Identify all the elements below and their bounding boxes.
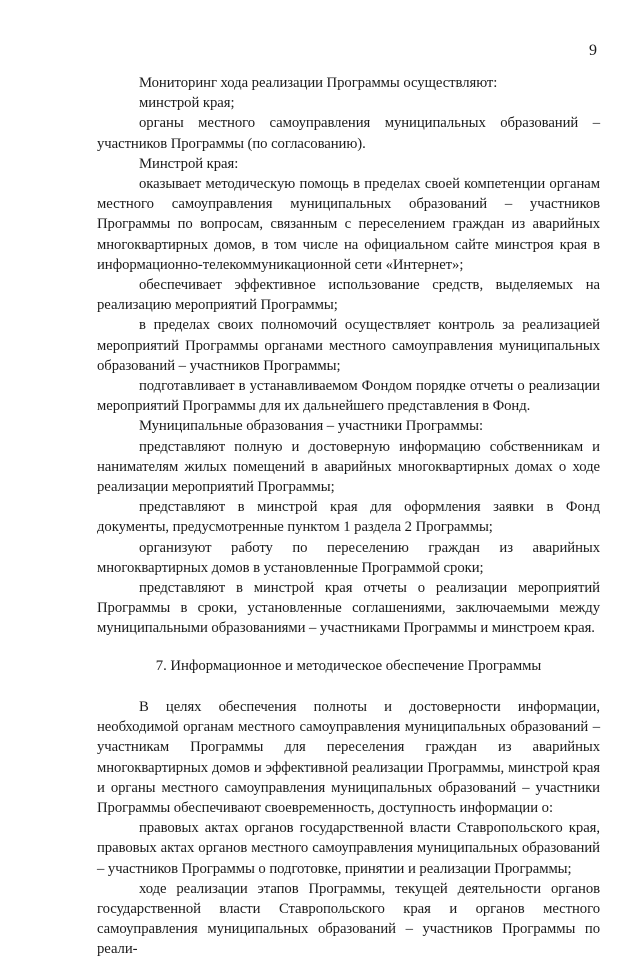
paragraph: в пределах своих полномочий осуществляет контроль за реализацией мероприятий Программы органами местного самоуправления муниципальных образований – участников Программы;	[97, 317, 600, 374]
paragraph: В целях обеспечения полноты и достоверности информации, необходимой органам местного самоуправления муниципальных образований – участникам Программы для переселения граждан из аварийных многоквартирных домов и эффективной реализации Программы, минстрой края и органы местного самоуправления муниципальных образований – участники Программы обеспечивают своевременность, доступность информации о:	[97, 698, 600, 816]
paragraph: органы местного самоуправления муниципальных образований – участников Программы (по согласованию).	[97, 115, 600, 152]
paragraph: обеспечивает эффективное использование средств, выделяемых на реализацию мероприятий Программы;	[97, 277, 600, 314]
document-body	[97, 73, 600, 960]
paragraph: представляют в минстрой края для оформления заявки в Фонд документы, предусмотренные пунктом 1 раздела 2 Программы;	[97, 499, 600, 536]
paragraph: минстрой края;	[139, 95, 235, 112]
paragraph: Муниципальные образования – участники Программы:	[139, 418, 483, 435]
paragraph: правовых актах органов государственной власти Ставропольского края, правовых актах органов местного самоуправления муниципальных образований – участников Программы о подготовке, принятии и реализации Программы;	[97, 820, 600, 877]
paragraph: Мониторинг хода реализации Программы осуществляют:	[139, 75, 498, 91]
paragraph: представляют в минстрой края отчеты о реализации мероприятий Программы в сроки, установленные соглашениями, заключаемыми между муниципальными образованиями – участниками Программы и минстроем края.	[97, 580, 600, 637]
paragraph: представляют полную и достоверную информацию собственникам и нанимателям жилых помещений в аварийных многоквартирных домах о ходе реализации мероприятий Программы;	[97, 438, 600, 496]
paragraph: подготавливает в устанавливаемом Фондом порядке отчеты о реализации мероприятий Программы для их дальнейшего представления в Фонд.	[97, 378, 600, 415]
paragraph: ходе реализации этапов Программы, текущей деятельности органов государственной власти Ставропольского края и органов местного самоуправления муниципальных образований – участников Программы по реали-	[97, 880, 600, 958]
page-number: 9	[589, 42, 597, 59]
section-heading: 7. Информационное и методическое обеспечение Программы	[155, 657, 542, 674]
paragraph: Минстрой края:	[139, 155, 239, 172]
paragraph: оказывает методическую помощь в пределах своей компетенции органам местного самоуправления муниципальных образований – участников Программы по вопросам, связанным с переселением граждан из аварийных многоквартирных домов, в том числе на официальном сайте минстроя края в информационно-телекоммуникационной сети «Интернет»;	[97, 176, 600, 273]
paragraph: организуют работу по переселению граждан из аварийных многоквартирных домов в установленные Программой сроки;	[97, 539, 600, 576]
